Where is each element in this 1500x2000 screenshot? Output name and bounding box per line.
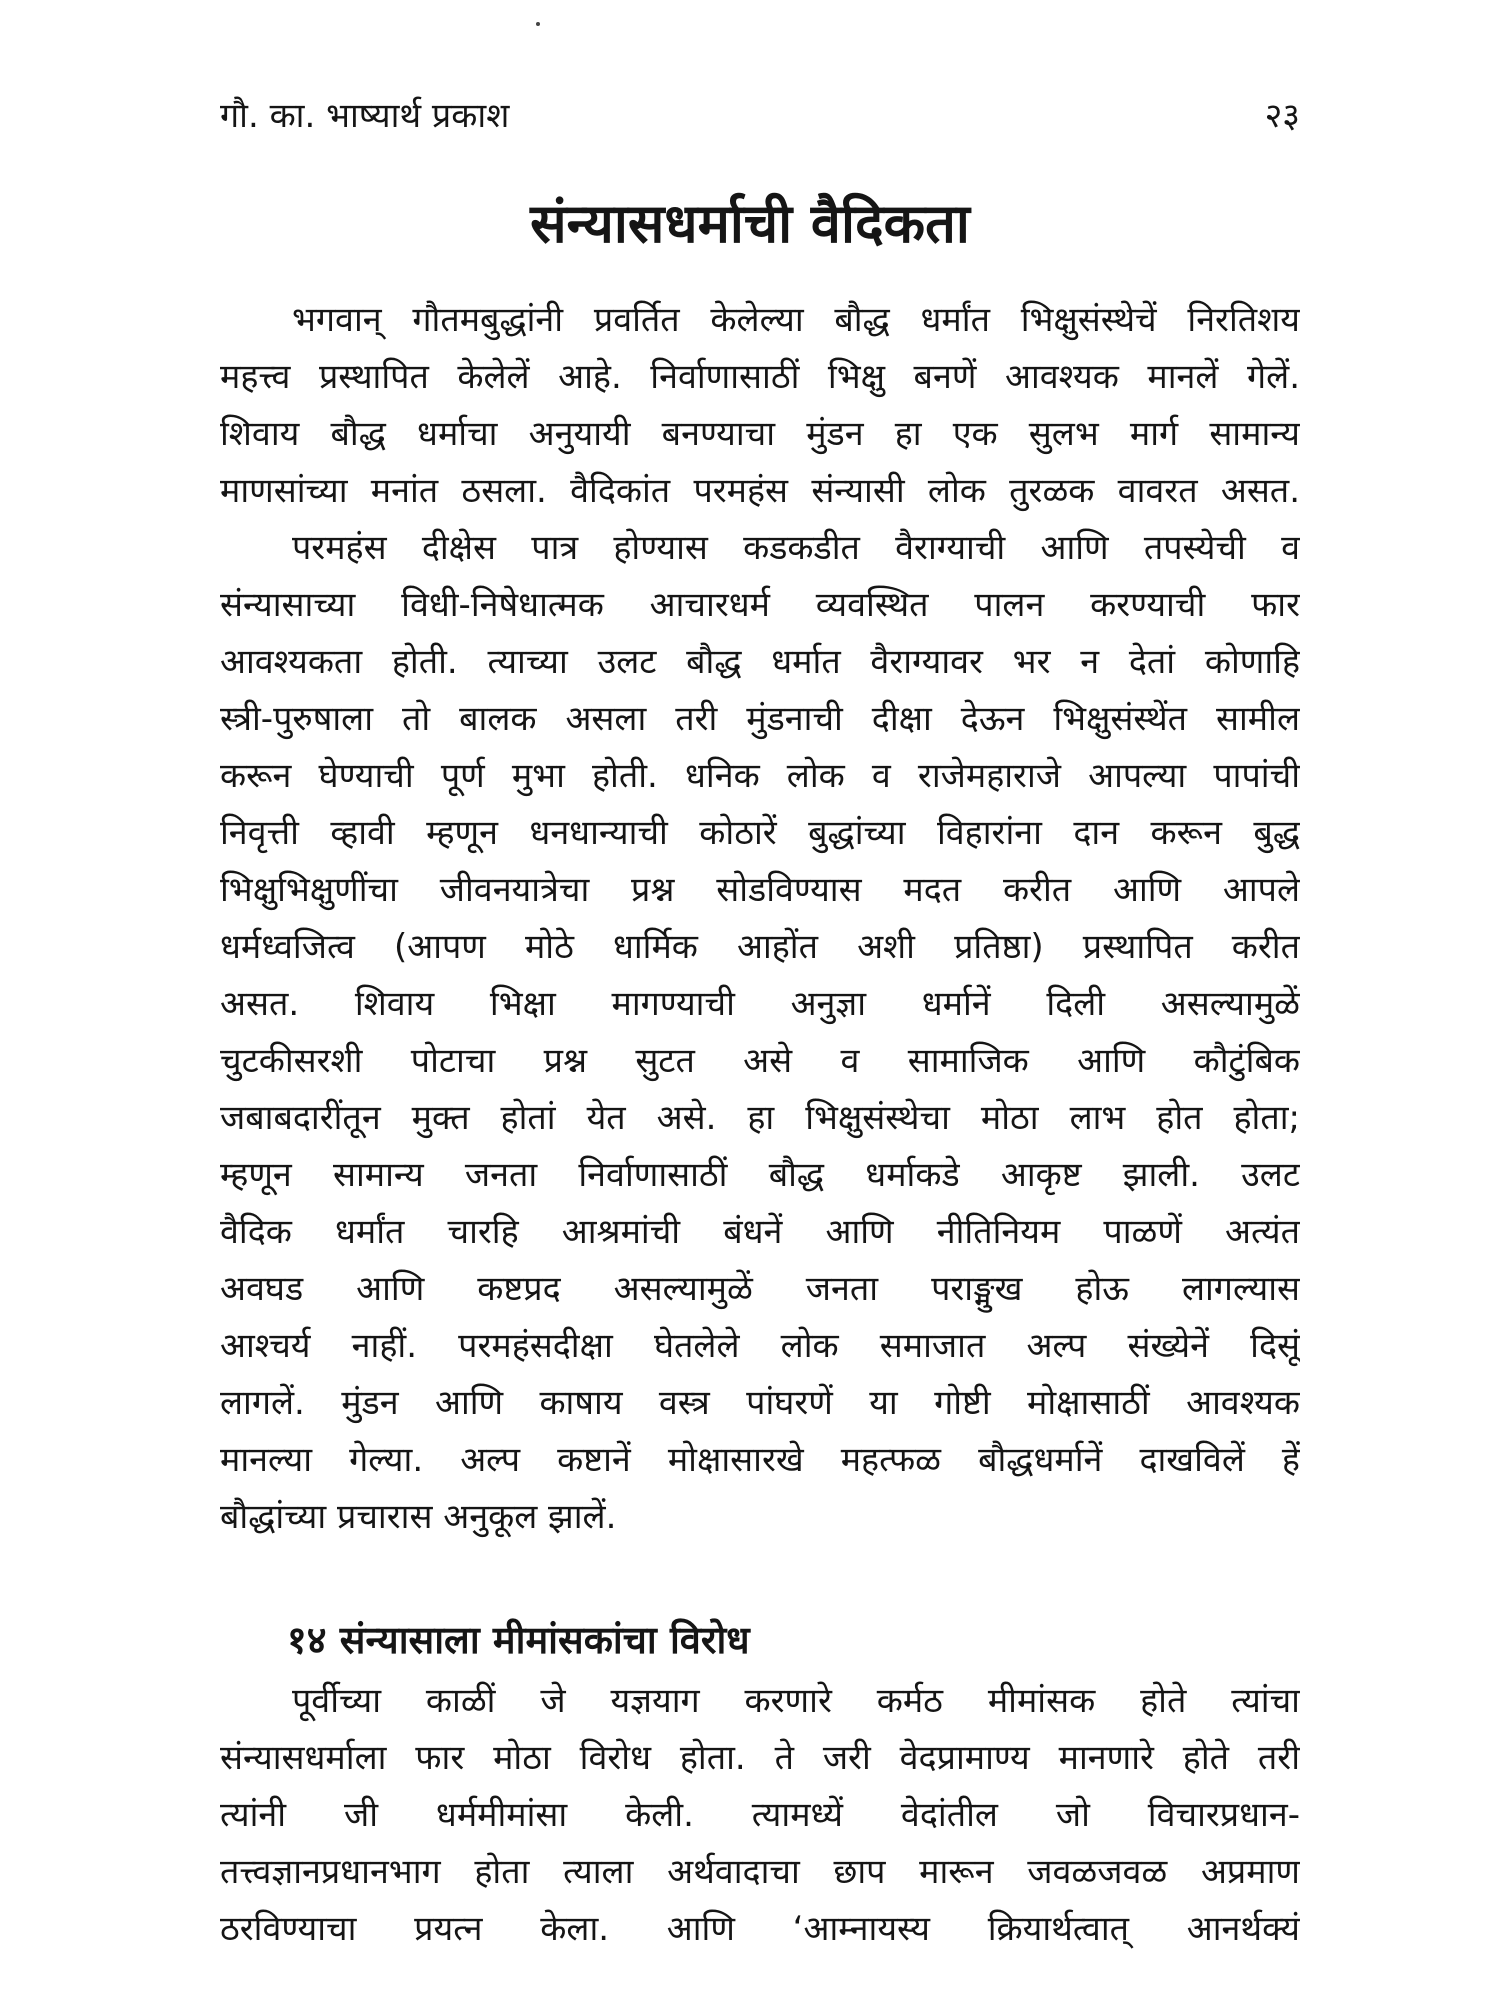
text-line: पूर्वीच्या काळीं जे यज्ञयाग करणारे कर्मठ मीमांसक होते त्यांचा (292, 1681, 1300, 1721)
text-line: चुटकीसरशी पोटाचा प्रश्न सुटत असे व सामाजिक आणि कौटुंबिक (220, 1041, 1300, 1081)
body-text-block (220, 1673, 1300, 1958)
text-line: जबाबदारींतून मुक्त होतां येत असे. हा भिक्षुसंस्थेचा मोठा लाभ होत होता; (220, 1098, 1300, 1138)
text-line: माणसांच्या मनांत ठसला. वैदिकांत परमहंस संन्यासी लोक तुरळक वावरत असत. (220, 471, 1300, 511)
text-line: त्यांनी जी धर्ममीमांसा केली. त्यामध्यें वेदांतील जो विचारप्रधान- (220, 1795, 1300, 1835)
text-line: आवश्यकता होती. त्याच्या उलट बौद्ध धर्मात वैराग्यावर भर न देतां कोणाहि (220, 642, 1300, 682)
text-line: असत. शिवाय भिक्षा मागण्याची अनुज्ञा धर्मानें दिली असल्यामुळें (220, 984, 1300, 1024)
text-line: तत्त्वज्ञानप्रधानभाग होता त्याला अर्थवादाचा छाप मारून जवळजवळ अप्रमाण (220, 1852, 1300, 1892)
text-line: बौद्धांच्या प्रचारास अनुकूल झालें. (220, 1497, 617, 1537)
text-line: स्त्री-पुरुषाला तो बालक असला तरी मुंडनाची दीक्षा देऊन भिक्षुसंस्थेंत सामील (220, 699, 1300, 739)
text-line: भिक्षुभिक्षुणींचा जीवनयात्रेचा प्रश्न सोडविण्यास मदत करीत आणि आपले (220, 870, 1300, 910)
text-line: म्हणून सामान्य जनता निर्वाणासाठीं बौद्ध धर्माकडे आकृष्ट झाली. उलट (220, 1155, 1300, 1195)
section-heading: १४ संन्यासाला मीमांसकांचा विरोध (287, 1618, 750, 1662)
page-number: २३ (1264, 96, 1300, 136)
text-line: आश्चर्य नाहीं. परमहंसदीक्षा घेतलेले लोक समाजात अल्प संख्येनें दिसूं (220, 1326, 1300, 1366)
text-line: करून घेण्याची पूर्ण मुभा होती. धनिक लोक व राजेमहाराजे आपल्या पापांची (220, 756, 1300, 796)
text-line: वैदिक धर्मांत चारहि आश्रमांची बंधनें आणि नीतिनियम पाळणें अत्यंत (220, 1212, 1300, 1252)
text-line: संन्यासाच्या विधी-निषेधात्मक आचारधर्म व्यवस्थित पालन करण्याची फार (220, 585, 1300, 625)
text-line: धर्मध्वजित्व (आपण मोठे धार्मिक आहोंत अशी प्रतिष्ठा) प्रस्थापित करीत (220, 927, 1300, 967)
body-text-block (220, 292, 1300, 1546)
text-line: महत्त्व प्रस्थापित केलेलें आहे. निर्वाणासाठीं भिक्षु बनणें आवश्यक मानलें गेलें. (220, 357, 1300, 397)
text-line: निवृत्ती व्हावी म्हणून धनधान्याची कोठारें बुद्धांच्या विहारांना दान करून बुद्ध (220, 813, 1300, 853)
text-line: मानल्या गेल्या. अल्प कष्टानें मोक्षासारखे महत्फळ बौद्धधर्मानें दाखविलें हें (220, 1440, 1300, 1480)
text-line: संन्यासधर्माला फार मोठा विरोध होता. ते जरी वेदप्रामाण्य मानणारे होते तरी (220, 1738, 1300, 1778)
text-line: अवघड आणि कष्टप्रद असल्यामुळें जनता पराङ्मुख होऊ लागल्यास (220, 1269, 1300, 1309)
text-line: लागलें. मुंडन आणि काषाय वस्त्र पांघरणें या गोष्टी मोक्षासाठीं आवश्यक (220, 1383, 1300, 1423)
text-line: परमहंस दीक्षेस पात्र होण्यास कडकडीत वैराग्याची आणि तपस्येची व (292, 528, 1300, 568)
chapter-title: संन्यासधर्माची वैदिकता (530, 192, 970, 255)
text-line: ठरविण्याचा प्रयत्न केला. आणि ‘आम्नायस्य क्रियार्थत्वात् आनर्थक्यं (220, 1909, 1300, 1949)
page-speck (536, 22, 540, 26)
running-title: गौ. का. भाष्यार्थ प्रकाश (220, 96, 510, 136)
text-line: भगवान् गौतमबुद्धांनी प्रवर्तित केलेल्या बौद्ध धर्मांत भिक्षुसंस्थेचें निरतिशय (292, 300, 1300, 340)
text-line: शिवाय बौद्ध धर्माचा अनुयायी बनण्याचा मुंडन हा एक सुलभ मार्ग सामान्य (220, 414, 1300, 454)
